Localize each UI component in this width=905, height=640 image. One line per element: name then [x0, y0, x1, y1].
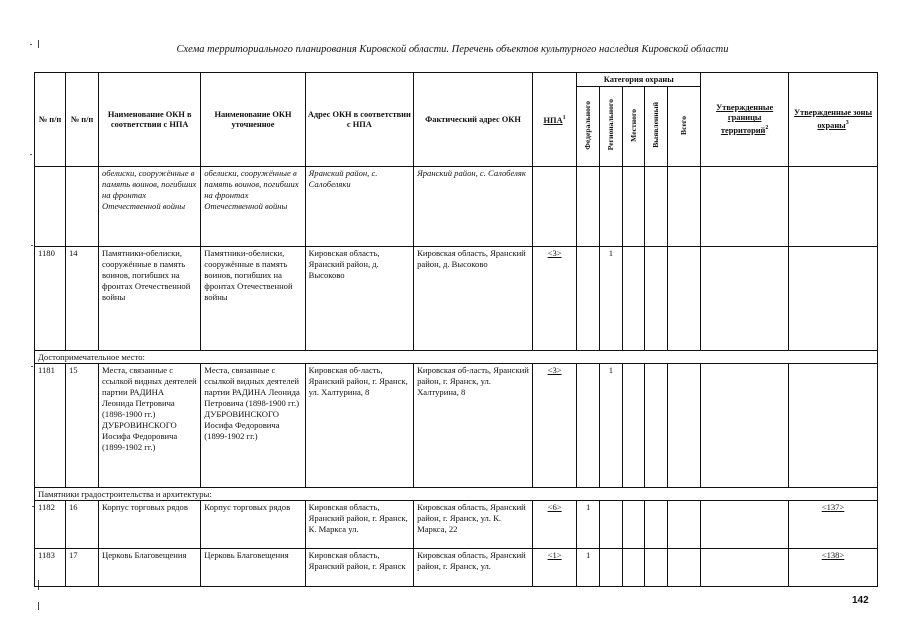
scan-margin-dot	[30, 154, 32, 155]
cell-cat-identified	[645, 501, 668, 549]
header-address-actual: Фактический адрес ОКН	[414, 73, 533, 167]
cell-address-actual: Кировская область, Яранский район, д. Высоково	[414, 247, 533, 351]
header-zones-note: 3	[845, 120, 849, 127]
cell-cat-regional: 1	[600, 247, 623, 351]
header-cat-regional	[600, 87, 623, 167]
header-boundaries-label: Утвержденные границы территорий	[716, 103, 774, 135]
cell-cat-local	[622, 364, 645, 488]
cell-cat-identified	[645, 247, 668, 351]
cell-address-actual: Кировская об-ласть, Яранский район, г. Яранск, ул. Халтурина, 8	[414, 364, 533, 488]
cell-num-total: 1181	[35, 364, 66, 488]
cell-cat-federal	[577, 167, 600, 247]
cell-address-npa: Кировская об-ласть, Яранский район, г. Яранск, ул. Халтурина, 8	[305, 364, 413, 488]
cell-cat-identified	[645, 167, 668, 247]
header-cat-federal-label: Федерального	[583, 100, 593, 150]
cell-npa-link[interactable]: <1>	[532, 549, 576, 587]
cell-zones-link[interactable]: <138>	[789, 549, 878, 587]
cell-cat-identified	[645, 549, 668, 587]
header-zones-label: Утвержденные зоны охраны	[793, 108, 873, 130]
header-cat-total	[668, 87, 701, 167]
section-row-urban	[35, 488, 878, 501]
table-row	[35, 501, 878, 549]
header-cat-total-label: Всего	[679, 115, 689, 135]
cell-name-refined: обелиски, сооружённые в память воинов, погибших на фронтах Отечественной войны	[201, 167, 305, 247]
header-cat-federal	[577, 87, 600, 167]
cell-cat-federal: 1	[577, 549, 600, 587]
cell-zones-link[interactable]: <137>	[789, 501, 878, 549]
cell-name-npa: Церковь Благовещения	[99, 549, 201, 587]
cell-address-npa: Яранский район, с. Салобеляки	[305, 167, 413, 247]
header-num-total: № п/п	[35, 73, 66, 167]
cell-boundaries	[701, 247, 789, 351]
cell-cat-local	[622, 167, 645, 247]
cell-npa-link[interactable]: <3>	[532, 364, 576, 488]
header-boundaries	[701, 73, 789, 167]
cell-boundaries	[701, 167, 789, 247]
cell-address-actual: Кировская область, Яранский район, г. Яранск, ул.	[414, 549, 533, 587]
cell-cat-regional	[600, 549, 623, 587]
cell-num-local: 15	[65, 364, 98, 488]
cell-cat-regional	[600, 167, 623, 247]
cell-cat-total	[668, 549, 701, 587]
cell-name-npa: обелиски, сооружённые в память воинов, погибших на фронтах Отечественной войны	[99, 167, 201, 247]
cell-name-refined: Церковь Благовещения	[201, 549, 305, 587]
header-cat-regional-label: Регионального	[605, 99, 615, 151]
cell-cat-total	[668, 364, 701, 488]
table-row	[35, 247, 878, 351]
cell-num-local: 16	[65, 501, 98, 549]
header-npa	[532, 73, 576, 167]
cell-cat-total	[668, 247, 701, 351]
header-cat-identified-label: Выявленный	[651, 102, 661, 148]
heritage-objects-table	[34, 72, 878, 587]
cell-num-local	[65, 167, 98, 247]
cell-boundaries	[701, 549, 789, 587]
header-npa-label: НПА	[543, 115, 563, 125]
header-npa-note: 1	[562, 115, 566, 122]
cell-cat-total	[668, 167, 701, 247]
cell-address-npa: Кировская область, Яранский район, г. Яранск	[305, 549, 413, 587]
page-title: Схема территориального планирования Кировской области. Перечень объектов культурного наследия Кировской области	[176, 44, 729, 55]
cell-name-npa: Места, связанные с ссылкой видных деятелей партии РАДИНА Леонида Петровича (1898-1900 гг.) ДУБРОВИНСКОГО Иосифа Федоровича (1899-1902 гг.)	[99, 364, 201, 488]
cell-name-refined: Корпус торговых рядов	[201, 501, 305, 549]
cell-zones	[789, 167, 878, 247]
cell-cat-federal: 1	[577, 501, 600, 549]
cell-address-npa: Кировская область, Яранский район, г. Яранск, К. Маркса ул.	[305, 501, 413, 549]
cell-npa	[532, 167, 576, 247]
cell-npa-link[interactable]: <3>	[532, 247, 576, 351]
cell-cat-local	[622, 247, 645, 351]
cell-boundaries	[701, 501, 789, 549]
scan-margin-mark	[38, 602, 39, 610]
cell-cat-federal	[577, 364, 600, 488]
header-cat-local-label: Местного	[628, 108, 638, 142]
header-cat-identified	[645, 87, 668, 167]
cell-address-actual: Кировская область, Яранский район, г. Яранск, ул. К. Маркса, 22	[414, 501, 533, 549]
table-row	[35, 549, 878, 587]
section-row-places	[35, 351, 878, 364]
header-category-group: Категория охраны	[577, 73, 701, 87]
cell-name-npa: Памятники-обелиски, сооружённые в память воинов, погибших на фронтах Отечественной войны	[99, 247, 201, 351]
cell-cat-local	[622, 501, 645, 549]
section-heading: Достопримечательное место:	[35, 351, 878, 364]
cell-cat-regional	[600, 501, 623, 549]
table-row	[35, 364, 878, 488]
cell-address-npa: Кировская область, Яранский район, д. Высоково	[305, 247, 413, 351]
cell-cat-total	[668, 501, 701, 549]
cell-zones	[789, 247, 878, 351]
cell-cat-regional: 1	[600, 364, 623, 488]
cell-num-local: 17	[65, 549, 98, 587]
cell-num-total: 1182	[35, 501, 66, 549]
page-number: 142	[852, 595, 869, 606]
header-num-local: № п/п	[65, 73, 98, 167]
cell-cat-identified	[645, 364, 668, 488]
table-row	[35, 167, 878, 247]
cell-name-refined: Места, связанные с ссылкой видных деятелей партии РАДИНА Леонида Петровича (1898-1900 гг.) ДУБРОВИНСКОГО Иосифа Федоровича (1899-1902 гг.)	[201, 364, 305, 488]
cell-npa-link[interactable]: <6>	[532, 501, 576, 549]
cell-cat-federal	[577, 247, 600, 351]
cell-boundaries	[701, 364, 789, 488]
scan-margin-dot	[31, 245, 33, 246]
header-name-npa: Наименование ОКН в соответствии с НПА	[99, 73, 201, 167]
cell-num-local: 14	[65, 247, 98, 351]
header-zones	[789, 73, 878, 167]
cell-num-total	[35, 167, 66, 247]
scan-margin-dot	[31, 366, 33, 367]
section-heading: Памятники градостроительства и архитектуры:	[35, 488, 878, 501]
cell-cat-local	[622, 549, 645, 587]
header-address-npa: Адрес ОКН в соответствии с НПА	[305, 73, 413, 167]
cell-name-npa: Корпус торговых рядов	[99, 501, 201, 549]
cell-zones	[789, 364, 878, 488]
cell-num-total: 1183	[35, 549, 66, 587]
header-cat-local	[622, 87, 645, 167]
cell-address-actual: Яранский район, с. Салобеляк	[414, 167, 533, 247]
header-row-group	[35, 73, 878, 87]
header-boundaries-note: 2	[765, 125, 769, 132]
header-name-refined: Наименование ОКН уточненное	[201, 73, 305, 167]
cell-num-total: 1180	[35, 247, 66, 351]
cell-name-refined: Памятники-обелиски, сооружённые в память воинов, погибших на фронтах Отечественной войны	[201, 247, 305, 351]
